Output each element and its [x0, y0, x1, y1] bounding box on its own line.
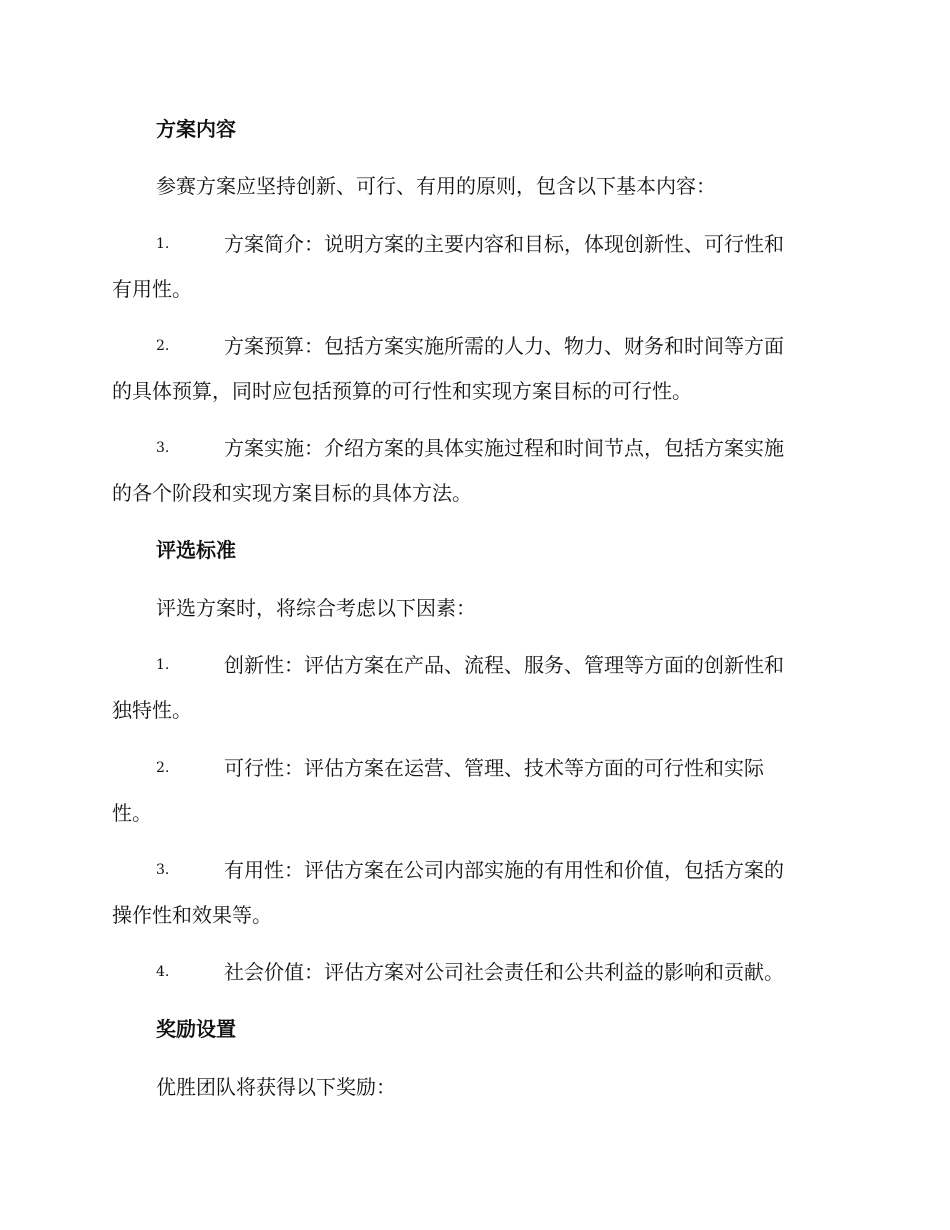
list-number: 4.: [156, 964, 170, 980]
list-item-text-continued: 有用性。: [112, 277, 192, 301]
list-item-text-continued: 性。: [112, 801, 152, 825]
list-item-text-continued: 操作性和效果等。: [112, 903, 272, 927]
list-item-text: 方案简介：说明方案的主要内容和目标，体现创新性、可行性和: [224, 232, 784, 256]
list-number: 3.: [156, 862, 170, 878]
section-heading: 方案内容: [156, 117, 236, 141]
list-number: 2.: [156, 338, 170, 354]
list-item-text-continued: 的具体预算，同时应包括预算的可行性和实现方案目标的可行性。: [112, 379, 692, 403]
list-item-text: 方案实施：介绍方案的具体实施过程和时间节点，包括方案实施: [224, 436, 784, 460]
list-item-text: 创新性：评估方案在产品、流程、服务、管理等方面的创新性和: [224, 653, 784, 677]
list-item-text: 社会价值：评估方案对公司社会责任和公共利益的影响和贡献。: [224, 960, 784, 984]
list-item-text-continued: 独特性。: [112, 698, 192, 722]
list-item-text: 可行性：评估方案在运营、管理、技术等方面的可行性和实际: [224, 756, 764, 780]
list-number: 1.: [156, 657, 170, 673]
list-number: 2.: [156, 760, 170, 776]
list-number: 1.: [156, 236, 170, 252]
list-item-text: 有用性：评估方案在公司内部实施的有用性和价值，包括方案的: [224, 858, 784, 882]
section-intro: 参赛方案应坚持创新、可行、有用的原则，包含以下基本内容：: [156, 174, 716, 198]
list-item-text: 方案预算：包括方案实施所需的人力、物力、财务和时间等方面: [224, 334, 784, 358]
section-intro: 优胜团队将获得以下奖励：: [156, 1075, 396, 1099]
list-number: 3.: [156, 440, 170, 456]
section-heading: 奖励设置: [156, 1017, 236, 1041]
list-item-text-continued: 的各个阶段和实现方案目标的具体方法。: [112, 481, 472, 505]
section-heading: 评选标准: [156, 538, 236, 562]
section-intro: 评选方案时，将综合考虑以下因素：: [156, 596, 476, 620]
